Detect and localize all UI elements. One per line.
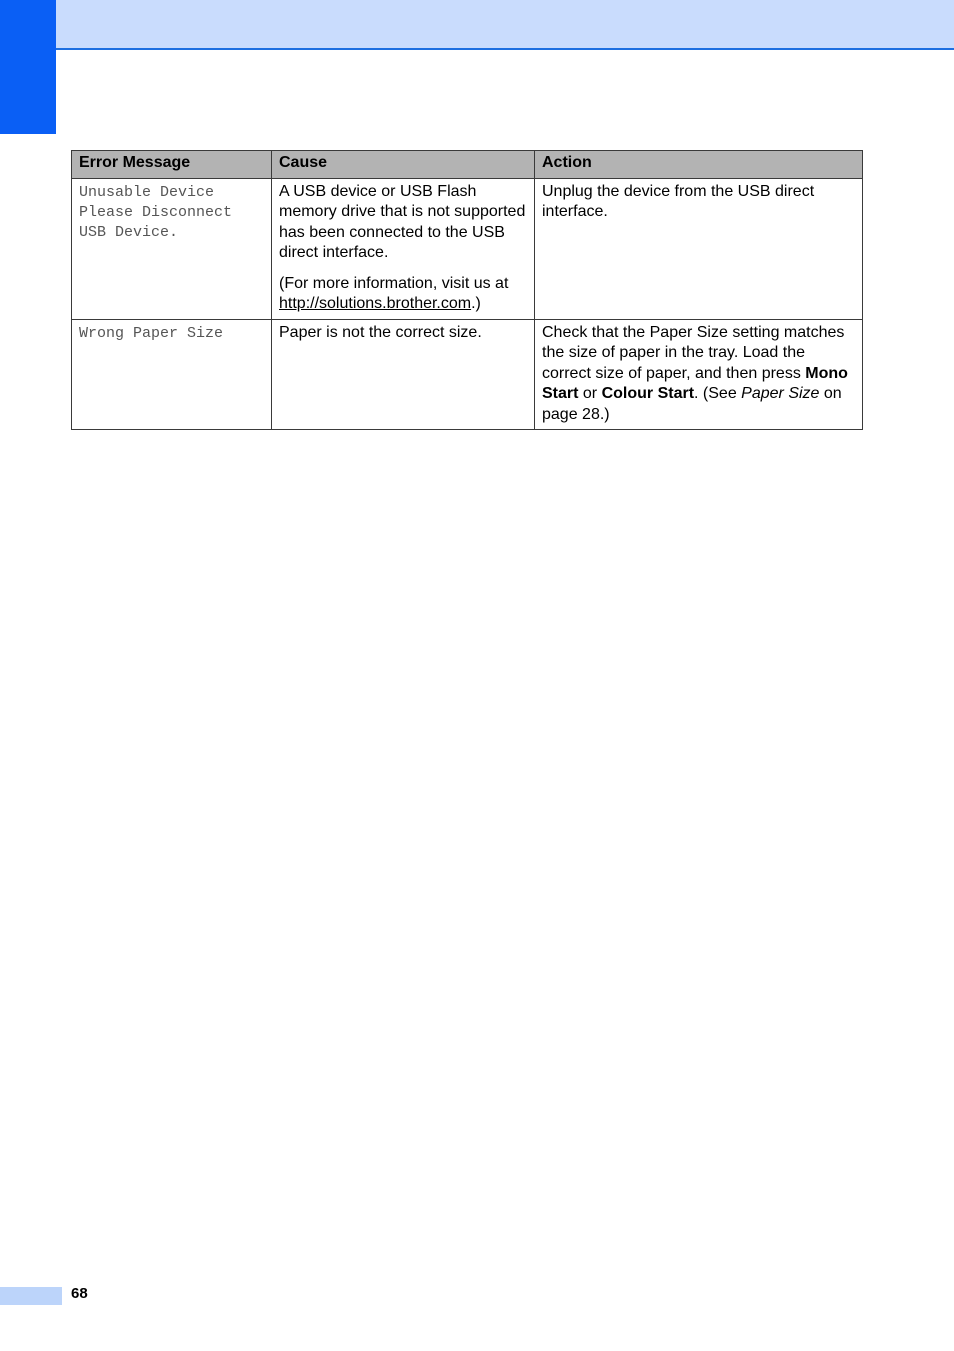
- action-text: Unplug the device from the USB direct interface.: [542, 182, 815, 220]
- table-row: [72, 178, 863, 319]
- error-message-cell: [72, 178, 272, 319]
- colour-start-key: Colour Start: [601, 385, 695, 402]
- table-row: [72, 319, 863, 430]
- action-cell: [535, 319, 863, 430]
- solutions-link[interactable]: http://solutions.brother.com: [279, 295, 472, 312]
- header-band: [56, 0, 954, 50]
- cause-cell: [272, 319, 535, 430]
- error-message-text: Unusable Device Please Disconnect USB Device.: [79, 183, 233, 241]
- cause-cell: [272, 178, 535, 319]
- action-text: Check that the Paper Size setting matches the size of paper in the tray. Load the correct size of paper, and then press: [542, 323, 845, 382]
- page-number: 68: [71, 1285, 88, 1302]
- header-error-message: Error Message: [72, 151, 272, 179]
- paper-size-reference: Paper Size: [741, 385, 820, 402]
- cause-more-info: [279, 274, 527, 315]
- chapter-tab: [0, 0, 56, 134]
- footer-band: [0, 1287, 62, 1305]
- header-cause: Cause: [272, 151, 535, 179]
- cause-text: A USB device or USB Flash memory drive that is not supported has been connected to the USB direct interface.: [279, 182, 526, 261]
- more-info-suffix: .): [471, 295, 481, 312]
- more-info-prefix: (For more information, visit us at: [279, 274, 509, 292]
- error-message-cell: [72, 319, 272, 430]
- error-table: [71, 150, 863, 430]
- action-see: . (See: [694, 385, 742, 402]
- action-cell: [535, 178, 863, 319]
- header-action: Action: [535, 151, 863, 179]
- action-or: or: [578, 385, 602, 402]
- action-page-ref: on page 28.): [542, 385, 842, 423]
- mono-start-key: Mono Start: [542, 364, 848, 402]
- error-message-text: Wrong Paper Size: [79, 324, 224, 342]
- table-header-row: [72, 151, 863, 179]
- cause-text: Paper is not the correct size.: [279, 323, 482, 341]
